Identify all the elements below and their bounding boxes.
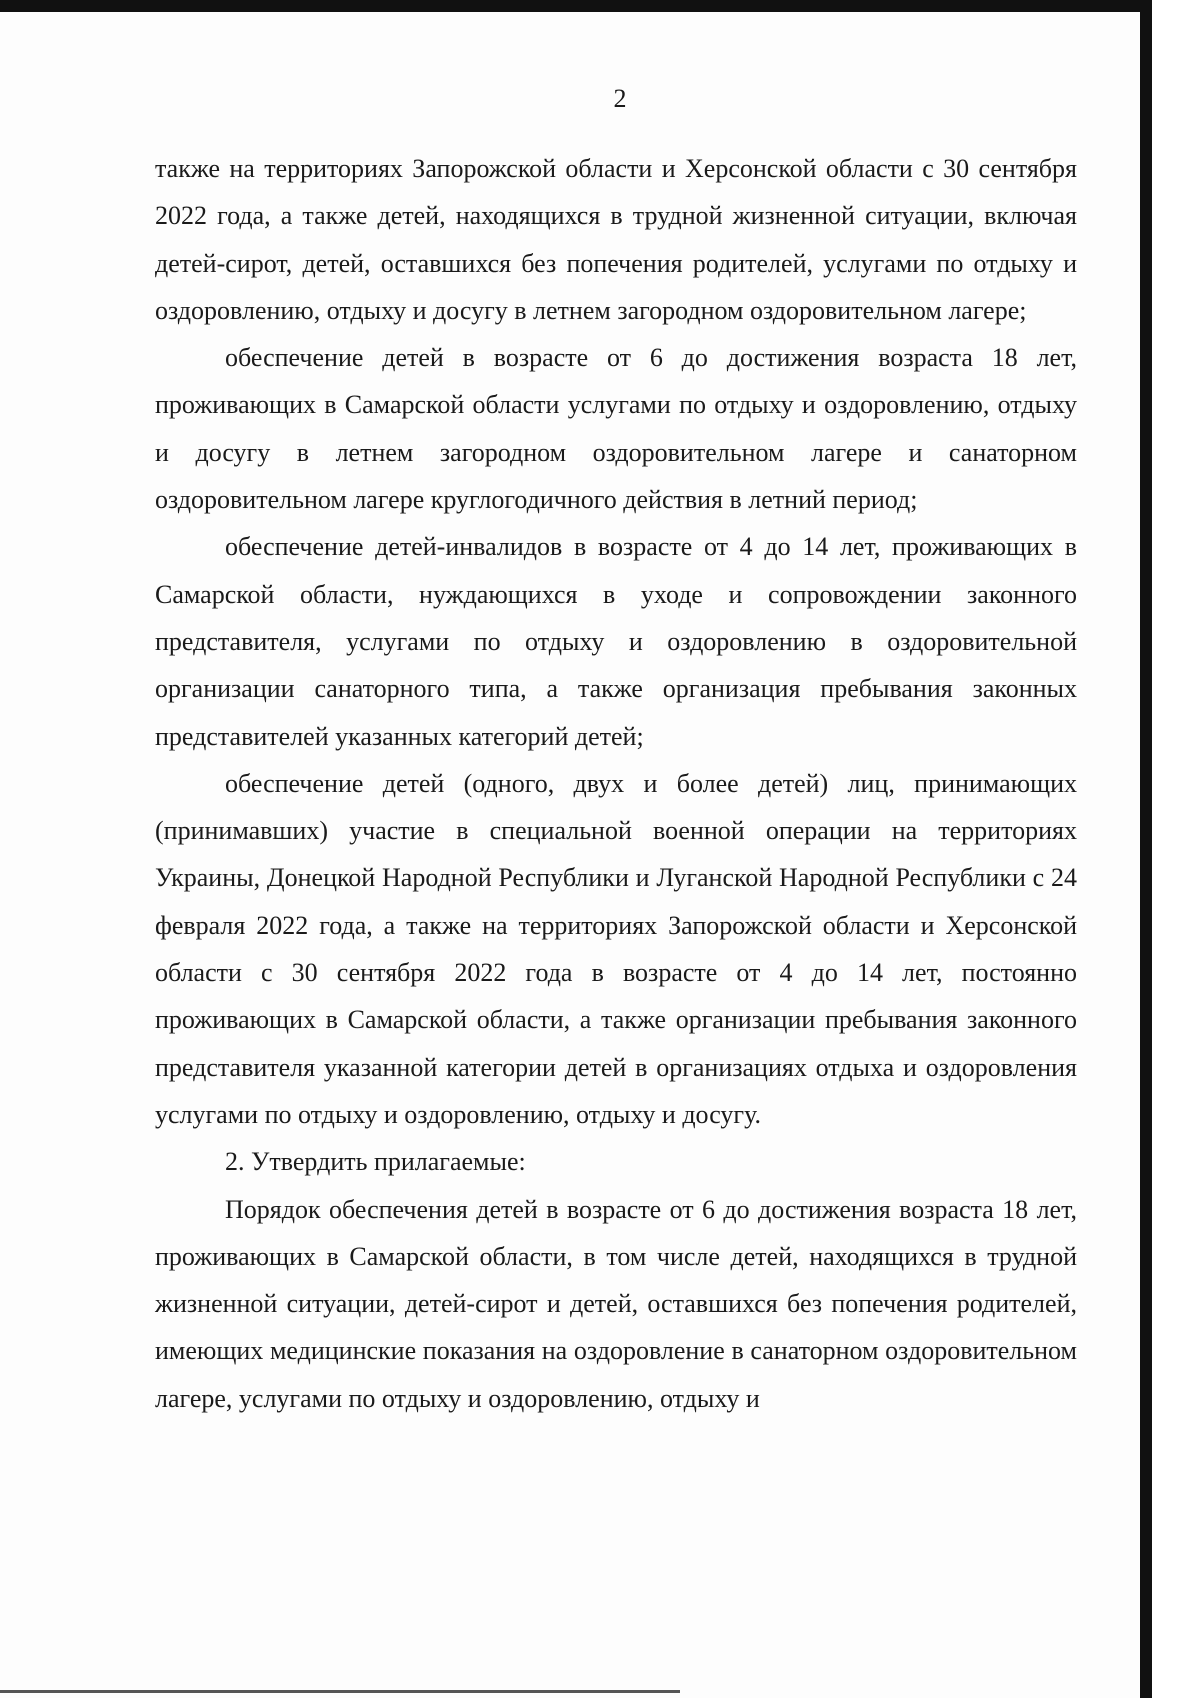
paragraph: обеспечение детей в возрасте от 6 до достижения возраста 18 лет, проживающих в Самарской области услугами по отдыху и оздоровлению, отдыху и досугу в летнем загородном оздоровительном лагере и санаторном оздоровительном лагере круглогодичного действия в летний период; bbox=[155, 343, 1077, 515]
paragraph: обеспечение детей-инвалидов в возрасте от 4 до 14 лет, проживающих в Самарской области, нуждающихся в уходе и сопровождении законного представителя, услугами по отдыху и оздоровлению в оздоровительной организации санаторного типа, а также организация пребывания законных представителей указанных категорий детей; bbox=[155, 532, 1077, 751]
document-body bbox=[155, 145, 1077, 1422]
paragraph-item-heading: 2. Утвердить прилагаемые: bbox=[225, 1147, 526, 1177]
scan-border-bottom bbox=[0, 1690, 680, 1693]
scan-border-top bbox=[0, 0, 1140, 12]
scan-border-right bbox=[1140, 0, 1152, 1698]
paragraph: Порядок обеспечения детей в возрасте от 6 до достижения возраста 18 лет, проживающих в Самарской области, в том числе детей, находящихся в трудной жизненной ситуации, детей-сирот и детей, оставшихся без попечения родителей, имеющих медицинские показания на оздоровление в санаторном оздоровительном лагере, услугами по отдыху и оздоровлению, отдыху и bbox=[155, 1194, 1077, 1413]
paragraph-continuation: также на территориях Запорожской области и Херсонской области с 30 сентября 2022 года, а также детей, находящихся в трудной жизненной ситуации, включая детей-сирот, детей, оставшихся без попечения родителей, услугами по отдыху и оздоровлению, отдыху и досугу в летнем загородном оздоровительном лагере; bbox=[155, 154, 1077, 325]
page-number: 2 bbox=[613, 84, 627, 113]
paragraph: обеспечение детей (одного, двух и более детей) лиц, принимающих (принимавших) участие в специальной военной операции на территориях Украины, Донецкой Народной Республики и Луганской Народной Республики с 24 февраля 2022 года, а также на территориях Запорожской области и Херсонской области с 30 сентября 2022 года в возрасте от 4 до 14 лет, постоянно проживающих в Самарской области, а также организации пребывания законного представителя указанной категории детей в организациях отдыха и оздоровления услугами по отдыху и оздоровлению, отдыху и досугу. bbox=[155, 768, 1077, 1129]
